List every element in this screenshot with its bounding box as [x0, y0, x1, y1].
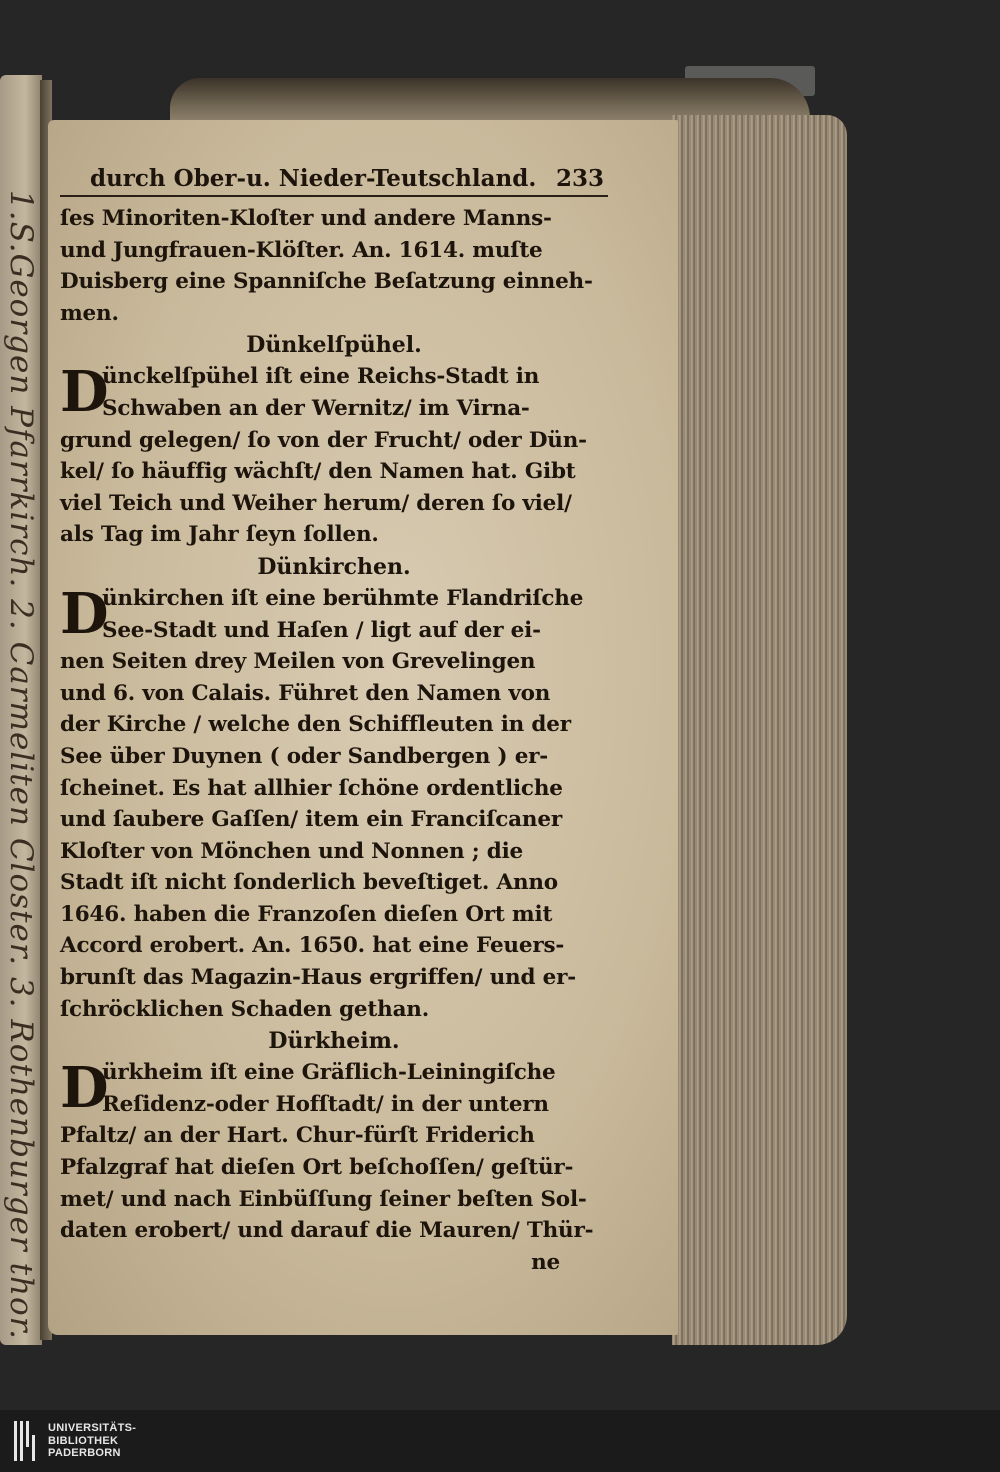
- section-heading: Dünkirchen.: [257, 553, 411, 580]
- page-edges: [672, 115, 847, 1345]
- text-line: Reſidenz-oder Hofſtadt/ in der untern: [102, 1091, 549, 1117]
- text-line: ünkirchen iſt eine berühmte Flandriſche: [102, 585, 584, 611]
- logo-line: PADERBORN: [48, 1447, 121, 1460]
- running-head-title: durch Ober-u. Nieder-Teutschland.: [90, 165, 537, 192]
- section-heading: Dünkelſpühel.: [246, 332, 422, 359]
- text-line: daten erobert/ und darauf die Mauren/ Thür-: [60, 1218, 594, 1244]
- text-line: See-Stadt und Haſen / ligt auf der ei-: [102, 617, 541, 643]
- margin-note-text: 1.S.Georgen Pfarrkirch. 2. Carmeliten Closter. 3. Rothenburger thor.: [3, 190, 39, 1340]
- text-line: grund gelegen/ ſo von der Frucht/ oder Dün-: [60, 427, 587, 453]
- section-paragraph: [60, 580, 608, 1025]
- text-line: Duisberg eine Spanniſche Beſatzung einneh-: [60, 269, 593, 295]
- text-line: der Kirche / welche den Schiffleuten in der: [60, 712, 571, 738]
- text-line: ünckelſpühel iſt eine Reichs-Stadt in: [102, 364, 540, 390]
- text-line: 1646. haben die Franzoſen dieſen Ort mit: [60, 901, 553, 927]
- text-line: ürkheim iſt eine Gräflich-Leiningiſche: [102, 1060, 556, 1086]
- text-line: men.: [60, 300, 119, 326]
- text-line: und Jungfrauen-Klöſter. An. 1614. muſte: [60, 237, 543, 263]
- logo-line: BIBLIOTHEK: [48, 1434, 119, 1447]
- page-text: [60, 165, 608, 1278]
- text-line: See über Duynen ( oder Sandbergen ) er-: [60, 743, 549, 769]
- text-line: Kloſter von Mönchen und Nonnen ; die: [60, 838, 524, 864]
- text-line: met/ und nach Einbüſſung ſeiner beſten Sol-: [60, 1186, 587, 1212]
- logo-line: UNIVERSITÄTS-: [48, 1422, 137, 1435]
- section-paragraph: [60, 1057, 608, 1247]
- library-logo-icon: [14, 1421, 40, 1461]
- library-logo: [14, 1421, 136, 1461]
- text-line: Accord erobert. An. 1650. hat eine Feuers-: [60, 933, 565, 959]
- text-line: ſcheinet. Es hat allhier ſchöne ordentliche: [60, 775, 563, 801]
- drop-cap: D: [60, 580, 109, 647]
- text-line: kel/ ſo häuffig wächſt/ den Namen hat. Gibt: [60, 459, 576, 485]
- text-line: Schwaben an der Wernitz/ im Virna-: [102, 395, 530, 421]
- text-line: und ſaubere Gaſſen/ item ein Franciſcaner: [60, 807, 562, 833]
- text-line: Pfaltz/ an der Hart. Chur-fürſt Friderich: [60, 1123, 535, 1149]
- text-line: Stadt iſt nicht ſonderlich beveſtiget. Anno: [60, 870, 558, 896]
- text-line: brunſt das Magazin-Haus ergriffen/ und er-: [60, 965, 576, 991]
- catchword: ne: [531, 1249, 560, 1275]
- drop-cap: D: [60, 1055, 109, 1122]
- text-line: ſchröcklichen Schaden gethan.: [60, 996, 430, 1022]
- text-line: und 6. von Calais. Führet den Namen von: [60, 680, 551, 706]
- text-line: viel Teich und Weiher herum/ deren ſo viel/: [60, 490, 572, 516]
- left-margin-note: [2, 190, 40, 1340]
- text-line: ſes Minoriten-Kloſter und andere Manns-: [60, 206, 552, 231]
- text-line: als Tag im Jahr ſeyn ſollen.: [60, 522, 379, 548]
- running-head: [60, 165, 608, 197]
- drop-cap: D: [60, 359, 109, 426]
- text-line: Pfalzgraf hat dieſen Ort beſchoſſen/ geſtür-: [60, 1155, 574, 1181]
- text-line: nen Seiten drey Meilen von Grevelingen: [60, 649, 536, 675]
- intro-paragraph: [60, 203, 608, 329]
- library-logo-text: [48, 1422, 136, 1460]
- page-number: 233: [555, 165, 604, 192]
- section-paragraph: [60, 361, 608, 551]
- section-heading: Dürkheim.: [268, 1028, 400, 1055]
